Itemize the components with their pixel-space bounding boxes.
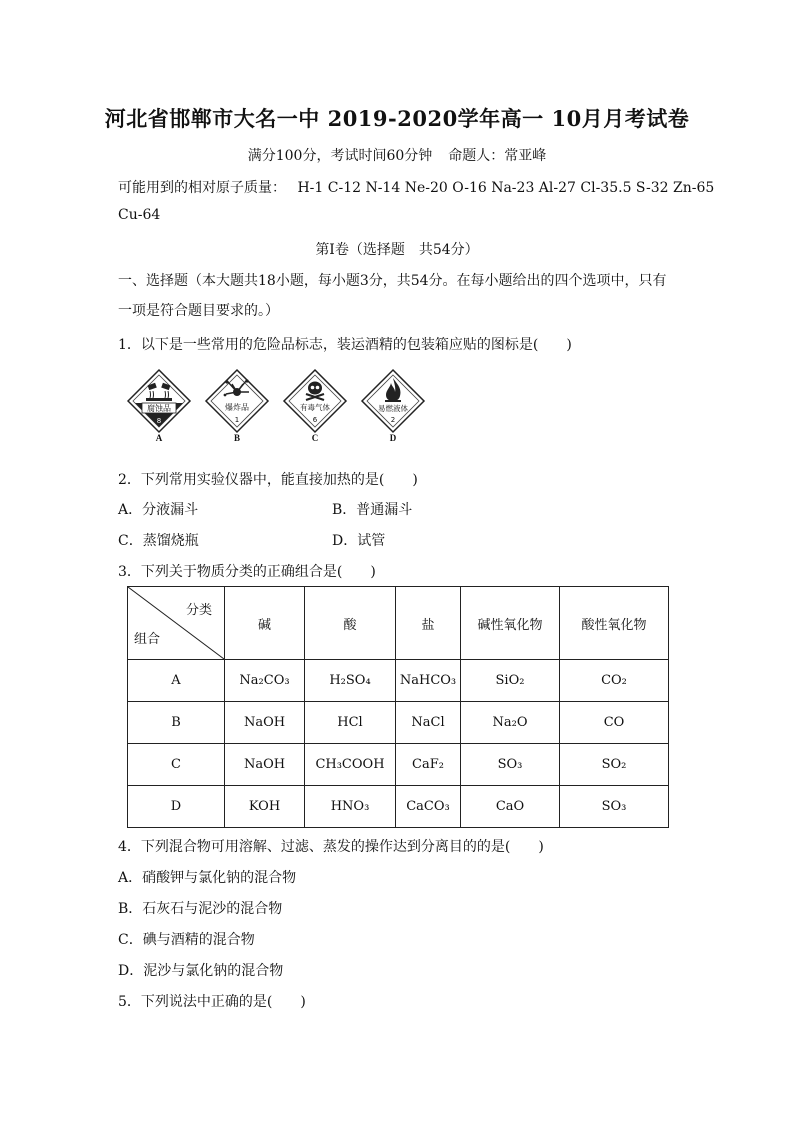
table-row-label: A: [128, 660, 225, 702]
hazard-sign-b: [204, 368, 270, 448]
table-header-cell: 酸性氧化物: [560, 587, 669, 660]
table-cell: CaO: [461, 786, 560, 828]
hazard-letter: B: [233, 433, 240, 443]
table-cell: CH₃COOH: [305, 744, 396, 786]
table-cell: CaCO₃: [396, 786, 461, 828]
table-header-cell: 碱性氧化物: [461, 587, 560, 660]
table-cell: NaOH: [225, 744, 305, 786]
hazard-signs: [126, 368, 426, 448]
table-cell: NaOH: [225, 702, 305, 744]
q3-stem: 3．下列关于物质分类的正确组合是( ): [118, 564, 376, 580]
table-cell: CO₂: [560, 660, 669, 702]
q4-option-b: B．石灰石与泥沙的混合物: [118, 901, 283, 917]
table-row: [128, 786, 669, 828]
hazard-label: 腐蚀品: [147, 404, 171, 413]
table-header-row: [128, 587, 669, 660]
table-cell: KOH: [225, 786, 305, 828]
q2-option-b: B．普通漏斗: [332, 502, 413, 518]
q1-stem: 1．以下是一些常用的危险品标志，装运酒精的包装箱应贴的图标是( ): [118, 337, 572, 353]
table-cell: H₂SO₄: [305, 660, 396, 702]
q2-option-c: C．蒸馏烧瓶: [118, 533, 199, 549]
q4-option-c: C．碘与酒精的混合物: [118, 932, 255, 948]
table-row-label: B: [128, 702, 225, 744]
table-cell: NaHCO₃: [396, 660, 461, 702]
section-title: 第Ⅰ卷（选择题 共54分）: [315, 242, 479, 258]
hazard-number: 6: [312, 416, 318, 424]
hazard-sign-c: [282, 368, 348, 448]
atomic-mass-line-1: 可能用到的相对原子质量： H-1 C-12 N-14 Ne-20 O-16 Na-23 Al-27 Cl-35.5 S-32 Zn-65: [118, 180, 715, 196]
q4-stem: 4．下列混合物可用溶解、过滤、蒸发的操作达到分离目的的是( ): [118, 839, 544, 855]
atomic-mass-line-2: Cu-64: [118, 207, 161, 223]
exam-meta: [0, 145, 794, 165]
corner-group-label: 组合: [134, 632, 161, 647]
table-cell: SO₃: [461, 744, 560, 786]
table-cell: CaF₂: [396, 744, 461, 786]
hazard-letter: C: [311, 433, 319, 443]
table-cell: NaCl: [396, 702, 461, 744]
table-header-cell: 盐: [396, 587, 461, 660]
table-row: [128, 744, 669, 786]
q2-option-a: A．分液漏斗: [118, 502, 199, 518]
table-cell: CO: [560, 702, 669, 744]
table-row-label: D: [128, 786, 225, 828]
q2-option-d: D．试管: [332, 533, 386, 549]
q5-stem: 5．下列说法中正确的是( ): [118, 994, 306, 1010]
exam-score-time: 满分100分，考试时间60分钟: [247, 148, 433, 164]
table-row: [128, 660, 669, 702]
section-instruction-1: 一、选择题（本大题共18小题，每小题3分，共54分。在每小题给出的四个选项中，只有: [118, 273, 667, 289]
table-cell: SiO₂: [461, 660, 560, 702]
table-cell: SO₂: [560, 744, 669, 786]
hazard-number: 1: [234, 416, 240, 424]
exam-author: 命题人：常亚峰: [448, 148, 547, 164]
table-cell: HCl: [305, 702, 396, 744]
table-cell: HNO₃: [305, 786, 396, 828]
table-header-cell: 碱: [225, 587, 305, 660]
hazard-number: 8: [156, 417, 162, 425]
table-row: [128, 702, 669, 744]
table-corner-cell: [128, 587, 225, 660]
corner-category-label: 分类: [185, 603, 212, 618]
page-title: 河北省邯郸市大名一中 2019-2020学年高一 10月月考试卷: [104, 106, 690, 131]
hazard-number: 2: [390, 416, 396, 424]
hazard-sign-a: [126, 368, 192, 448]
table-row-label: C: [128, 744, 225, 786]
hazard-label: 爆炸品: [225, 403, 249, 412]
table-cell: SO₃: [560, 786, 669, 828]
table-cell: Na₂O: [461, 702, 560, 744]
hazard-label: 有毒气体: [300, 403, 330, 412]
q4-option-a: A．硝酸钾与氯化钠的混合物: [118, 870, 297, 886]
table-header-cell: 酸: [305, 587, 396, 660]
q4-option-d: D．泥沙与氯化钠的混合物: [118, 963, 284, 979]
q2-stem: 2．下列常用实验仪器中，能直接加热的是( ): [118, 472, 418, 488]
hazard-letter: D: [389, 433, 397, 443]
classification-table: [127, 586, 669, 828]
hazard-label: 易燃液体: [378, 404, 408, 413]
table-cell: Na₂CO₃: [225, 660, 305, 702]
section-instruction-2: 一项是符合题目要求的。）: [118, 303, 279, 319]
hazard-sign-d: [360, 368, 426, 448]
hazard-letter: A: [155, 433, 163, 443]
